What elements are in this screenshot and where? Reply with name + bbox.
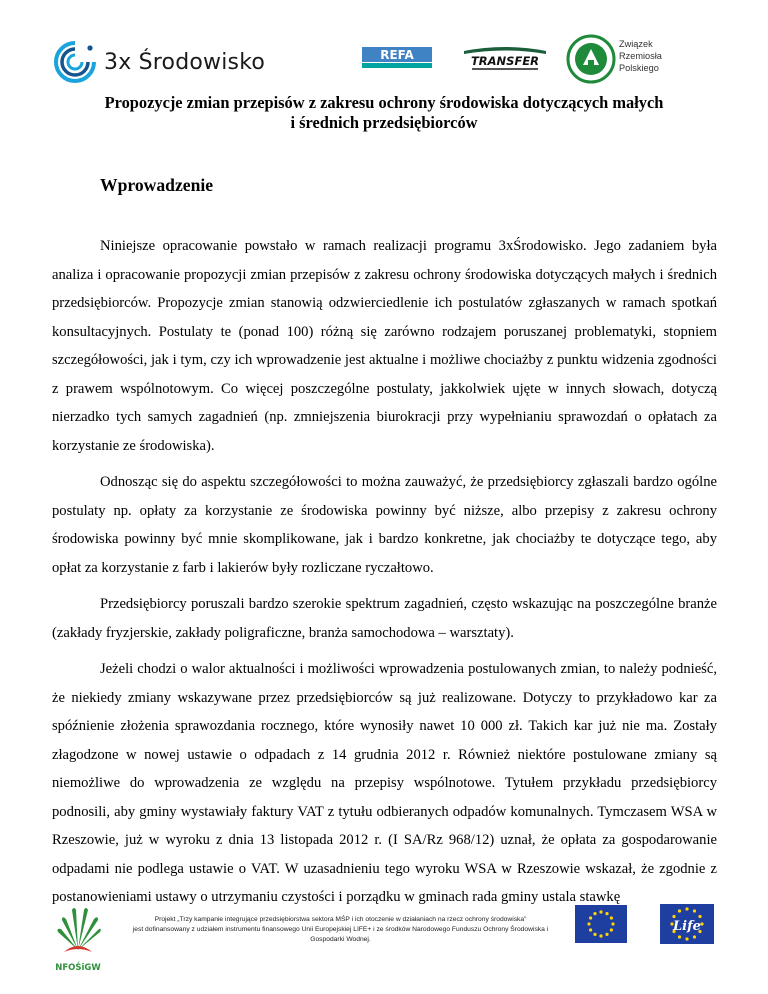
transfer-logo-text: TRANSFER (470, 54, 540, 68)
document-title (40, 93, 728, 133)
eu-flag-icon (575, 905, 627, 943)
life-label: Life (673, 919, 701, 934)
title-line: Propozycje zmian przepisów z zakresu ochrony środowiska dotyczących małych (104, 93, 664, 112)
eu-star (599, 910, 602, 913)
eu-star (693, 909, 696, 912)
title-line: i średnich przedsiębiorców (290, 113, 478, 132)
eu-star (672, 915, 675, 918)
zrp-emblem (566, 34, 616, 84)
refa-logo (362, 47, 432, 69)
eu-star (589, 928, 592, 931)
eu-star (685, 907, 688, 910)
eu-star (599, 934, 602, 937)
nfosigw-logo (52, 902, 104, 978)
eu-star (678, 909, 681, 912)
eu-star (593, 912, 596, 915)
paragraph: Niniejsze opracowanie powstało w ramach realizacji programu 3xŚrodowisko. Jego zadaniem była analiza i opracowanie propozycji zmian przepisów z zakresu ochrony środowiska dotyczących małych i średnich przedsiębiorców. Propozycje zmian stanowią odzwierciedlenie ich postulatów zgłaszanych w ramach spotkań konsultacyjnych. Postulaty te (ponad 100) różną się zarówno rodzajem poruszanej problematyki, stopniem szczegółowości, jak i tym, czy ich wprowadzenie jest aktualne i możliwe chociażby z punktu widzenia zgodności z prawem wspólnotowym. Co więcej poszczególne postulaty, jakkolwiek ujęte w innych słowach, dotyczą nierzadko tych samych zagadnień (np. zmniejszenia biurokracji przy wypełnianiu sprawozdań o opłatach za korzystanie ze środowiska). (52, 238, 717, 454)
eu-star (605, 933, 608, 936)
footer-line: jest dofinansowany z udziałem instrumentu finansowego Unii Europejskiej LIFE+ i ze środków Narodowego Funduszu Ochrony Środowiska i Gospodarki Wodnej. (132, 926, 549, 943)
zrp-name (619, 38, 662, 74)
footer-funding-note (118, 915, 563, 945)
logo-3x-srodowisko (52, 39, 272, 85)
eu-star (589, 916, 592, 919)
3x-srodowisko-ring-icon (52, 39, 98, 85)
paragraph: Jeżeli chodzi o walor aktualności i możliwości wprowadzenia postulowanych zmian, to należy podnieść, że niekiedy zmiany wskazywane przez przedsiębiorców są już realizowane. Dotyczy to przykładowo kar za spóźnienie złożenia sprawozdania rocznego, które wynosiły nawet 10 000 zł. Takich kar już nie ma. Zostały złagodzone w nowej ustawie o odpadach z 14 grudnia 2012 r. Również niektóre postulowane zmiany są niemożliwe do wprowadzenia ze względu na przepisy wspólnotowe. Tytułem przykładu przedsiębiorcy podnosili, aby gminy wystawiały faktury VAT z tytułu odbieranych odpadów komunalnych. Tymczasem WSA w Rzeszowie, już w wyroku z dnia 13 listopada 2012 r. (I SA/Rz 968/12) uznał, że opłata za gospodarowanie odpadami nie podlega ustawie o VAT. W uzasadnieniu tego wyroku WSA w Rzeszowie wskazał, że zgodnie z postanowieniami ustawy o utrzymaniu czystości i porządku w gminach rada gminy ustala stawkę (52, 661, 717, 905)
nfosigw-label: NFOŚiGW (55, 963, 101, 973)
eu-star (678, 935, 681, 938)
section-heading: Wprowadzenie (100, 175, 214, 195)
eu-star (693, 935, 696, 938)
zrp-line: Polskiego (619, 63, 659, 73)
footer-line: Projekt „Trzy kampanie integrujące przedsiębiorstwa sektora MŚP i ich otoczenie w działaniach na rzecz ochrony środowiska” (154, 916, 527, 923)
eu-star (593, 933, 596, 936)
eu-star (610, 928, 613, 931)
eu-star (605, 912, 608, 915)
zrp-line: Związek (619, 39, 653, 49)
eu-star (587, 922, 590, 925)
eu-star (698, 915, 701, 918)
paragraph: Odnosząc się do aspektu szczegółowości to można zauważyć, że przedsiębiorcy zgłaszali bardzo ogólne postulaty np. opłaty za korzystanie ze środowiska powinny być niższe, albo przepisy z zakresu ochrony środowiska powinny być mnie skomplikowane, jak i bardzo konkretne, jak chociażby te dotyczące tego, aby opłat za korzystanie z farb i lakierów były rozliczane ryczałtowo. (52, 474, 717, 576)
eu-star (610, 916, 613, 919)
eu-star (611, 922, 614, 925)
document-body (52, 232, 717, 920)
transfer-logo (462, 45, 548, 73)
life-logo (660, 904, 714, 944)
logo-3x-text: 3x Środowisko (104, 49, 266, 75)
paragraph: Przedsiębiorcy poruszali bardzo szerokie spektrum zagadnień, często wskazując na poszczególne branże (zakłady fryzjerskie, zakłady poligraficzne, branża samochodowa – warsztaty). (52, 596, 717, 641)
refa-logo-text: REFA (380, 48, 414, 62)
eu-star (685, 937, 688, 940)
zrp-line: Rzemiosła (619, 51, 662, 61)
